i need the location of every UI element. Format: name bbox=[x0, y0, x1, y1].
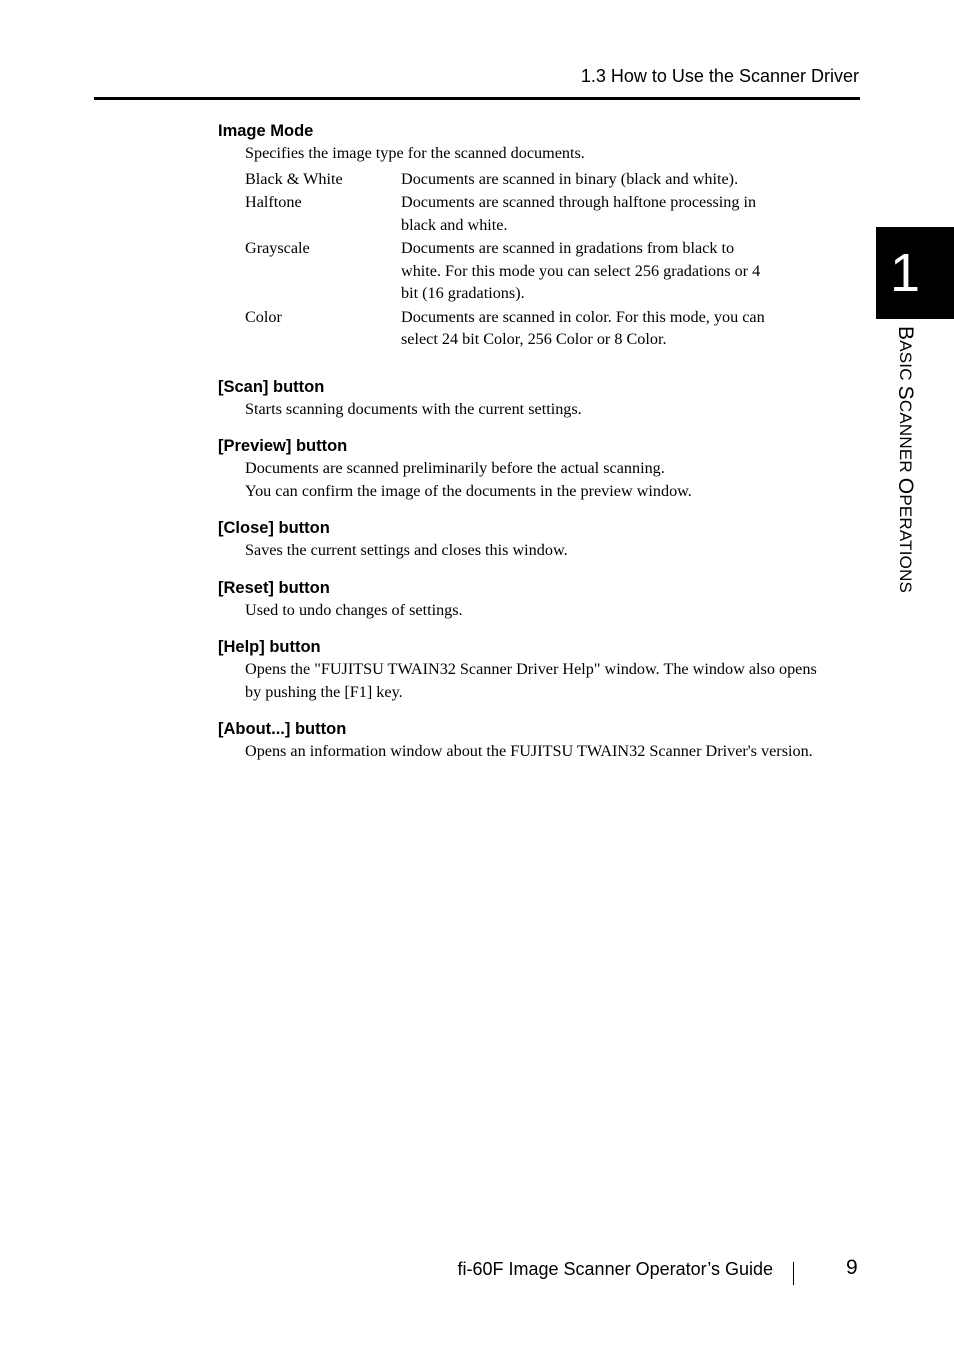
mode-term: Color bbox=[245, 307, 282, 326]
mode-term: Halftone bbox=[245, 193, 302, 211]
table-row bbox=[245, 306, 777, 352]
section-text: Opens an information window about the FUJITSU TWAIN32 Scanner Driver's version. bbox=[245, 742, 813, 760]
section-heading: [Reset] button bbox=[218, 578, 330, 597]
mode-term: Grayscale bbox=[245, 239, 310, 257]
section-text: Specifies the image type for the scanned documents. bbox=[245, 144, 585, 162]
chapter-side-title: BASIC SCANNER OPERATIONS bbox=[894, 326, 917, 594]
footer-guide-title: fi-60F Image Scanner Operator’s Guide bbox=[457, 1259, 773, 1279]
section-scan-button bbox=[218, 376, 848, 421]
table-row bbox=[245, 168, 777, 192]
footer-separator bbox=[793, 1262, 794, 1285]
running-header: 1.3 How to Use the Scanner Driver bbox=[580, 66, 859, 86]
mode-desc: Documents are scanned through halftone processing in black and white. bbox=[401, 193, 757, 234]
section-about-button bbox=[218, 718, 848, 763]
mode-term: Black & White bbox=[245, 169, 343, 188]
section-help-button bbox=[218, 636, 848, 703]
section-text: Saves the current settings and closes this window. bbox=[245, 541, 568, 559]
section-text: You can confirm the image of the documents in the preview window. bbox=[245, 481, 692, 500]
section-heading: [Preview] button bbox=[218, 437, 348, 455]
main-content bbox=[218, 120, 848, 778]
section-image-mode bbox=[218, 120, 848, 352]
section-reset-button bbox=[218, 577, 848, 622]
section-text: Starts scanning documents with the current settings. bbox=[245, 399, 582, 418]
section-text: Documents are scanned preliminarily before the actual scanning. bbox=[245, 459, 665, 477]
section-heading: [About...] button bbox=[218, 720, 347, 738]
section-heading: [Scan] button bbox=[218, 377, 325, 396]
section-heading: Image Mode bbox=[218, 122, 314, 140]
section-text: Opens the "FUJITSU TWAIN32 Scanner Driver Help" window. The window also opens by pushing the [F1] key. bbox=[245, 660, 817, 701]
mode-desc: Documents are scanned in color. For this mode, you can select 24 bit Color, 256 Color or 8 Color. bbox=[401, 307, 765, 348]
chapter-number-tab: 1 bbox=[876, 227, 954, 319]
section-text: Used to undo changes of settings. bbox=[245, 600, 463, 619]
section-close-button bbox=[218, 517, 848, 562]
mode-desc: Documents are scanned in binary (black and white). bbox=[401, 169, 739, 188]
section-heading: [Help] button bbox=[218, 638, 321, 656]
table-row bbox=[245, 191, 777, 237]
section-preview-button bbox=[218, 435, 848, 502]
header-rule bbox=[94, 97, 860, 100]
mode-desc: Documents are scanned in gradations from black to white. For this mode you can select 256 gradations or 4 bit (16 gradations). bbox=[401, 239, 761, 302]
table-row bbox=[245, 237, 777, 306]
section-heading: [Close] button bbox=[218, 519, 330, 537]
image-mode-table bbox=[245, 168, 777, 352]
page-number: 9 bbox=[846, 1256, 858, 1279]
